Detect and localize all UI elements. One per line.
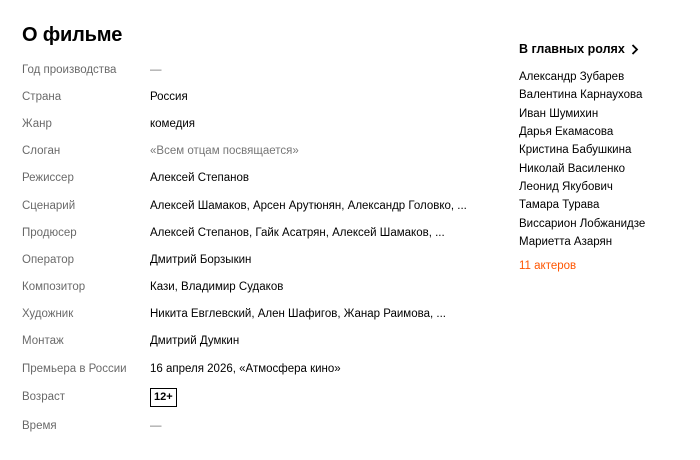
info-row-premiere: [22, 355, 472, 382]
all-actors-link[interactable]: 11 актеров: [519, 259, 577, 272]
cast-item[interactable]: Дарья Екамасова: [519, 126, 614, 139]
info-label: Сценарий: [22, 199, 76, 212]
info-label: Жанр: [22, 117, 52, 130]
movie-info-table: [22, 56, 472, 439]
info-label: Продюсер: [22, 226, 77, 239]
info-row-age: [22, 382, 472, 412]
info-value-link[interactable]: Дмитрий Думкин: [150, 335, 240, 348]
info-label: Слоган: [22, 145, 61, 158]
info-value: —: [150, 419, 162, 432]
cast-heading: В главных ролях: [519, 42, 625, 56]
info-row-producer: [22, 219, 472, 246]
cast-item[interactable]: Мариетта Азарян: [519, 235, 613, 248]
info-label: Время: [22, 419, 57, 432]
cast-item[interactable]: Валентина Карнаухова: [519, 89, 643, 102]
info-row-editing: [22, 328, 472, 355]
info-value-link[interactable]: Дмитрий Борзыкин: [150, 253, 252, 266]
info-label: Режиссер: [22, 172, 74, 185]
info-value-link[interactable]: 16 апреля 2026, «Атмосфера кино»: [150, 362, 341, 375]
cast-list: [519, 68, 689, 251]
cast-item[interactable]: Тамара Турава: [519, 199, 600, 212]
cast-item[interactable]: Николай Василенко: [519, 162, 626, 175]
cast-item[interactable]: Виссарион Лобжанидзе: [519, 217, 646, 230]
info-row-writer: [22, 192, 472, 219]
info-value-link[interactable]: Россия: [150, 90, 188, 103]
info-row-genre: [22, 110, 472, 137]
info-label: Премьера в России: [22, 362, 127, 375]
cast-panel: [519, 38, 689, 275]
info-row-country: [22, 83, 472, 110]
info-value-link[interactable]: Алексей Шамаков, Арсен Арутюнян, Александр Головко, ...: [150, 199, 467, 212]
info-label: Монтаж: [22, 335, 64, 348]
info-row-slogan: [22, 138, 472, 165]
info-label: Композитор: [22, 281, 86, 294]
info-row-artist: [22, 301, 472, 328]
cast-heading-link[interactable]: [519, 38, 689, 60]
page-title: О фильме: [22, 24, 123, 46]
info-row-composer: [22, 274, 472, 301]
cast-item[interactable]: Александр Зубарев: [519, 71, 625, 84]
info-label: Год производства: [22, 63, 117, 76]
info-value-link[interactable]: Алексей Степанов, Гайк Асатрян, Алексей Шамаков, ...: [150, 226, 445, 239]
info-value-link[interactable]: комедия: [150, 117, 195, 130]
info-value-link[interactable]: Алексей Степанов: [150, 172, 250, 185]
cast-item[interactable]: Леонид Якубович: [519, 180, 613, 193]
info-value-link[interactable]: Кази, Владимир Судаков: [150, 281, 284, 294]
info-value-link[interactable]: Никита Евглевский, Ален Шафигов, Жанар Раимова, ...: [150, 308, 446, 321]
chevron-right-icon: [631, 44, 639, 55]
info-row-operator: [22, 246, 472, 273]
info-label: Оператор: [22, 253, 75, 266]
info-value: «Всем отцам посвящается»: [150, 145, 299, 158]
info-label: Возраст: [22, 391, 66, 404]
cast-item[interactable]: Кристина Бабушкина: [519, 144, 632, 157]
cast-item[interactable]: Иван Шумихин: [519, 107, 599, 120]
info-row-year: [22, 56, 472, 83]
info-row-director: [22, 165, 472, 192]
info-row-time: [22, 412, 472, 439]
age-rating-badge: 12+: [150, 388, 177, 407]
info-label: Художник: [22, 308, 74, 321]
info-label: Страна: [22, 90, 62, 103]
info-value: —: [150, 63, 162, 76]
